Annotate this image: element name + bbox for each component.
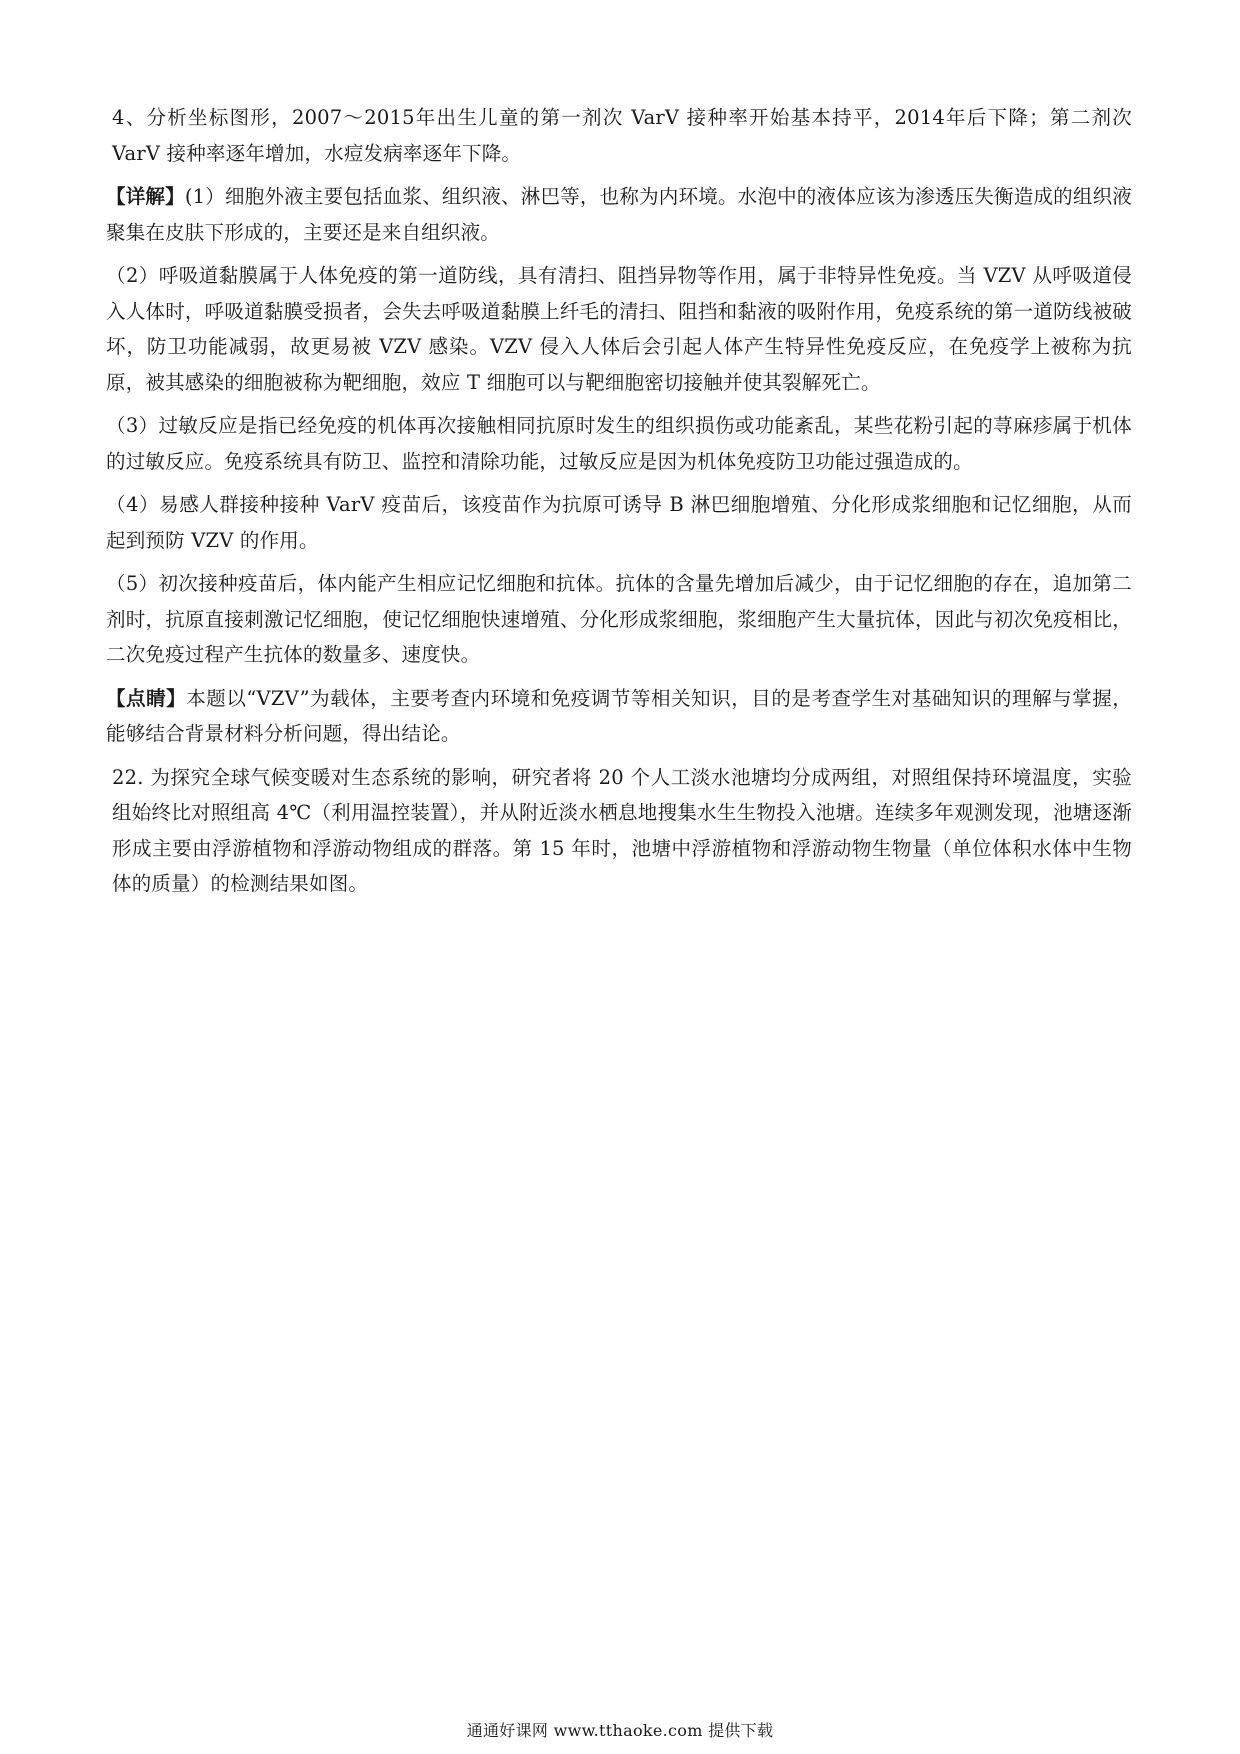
question-22 (112, 760, 1132, 902)
paragraph-text: （3）过敏反应是指已经免疫的机体再次接触相同抗原时发生的组织损伤或功能紊乱，某些花粉引起的荨麻疹属于机体的过敏反应。免疫系统具有防卫、监控和清除功能，过敏反应是因为机体免疫防卫功能过强造成的。 (106, 414, 1132, 473)
analysis-point-4 (112, 100, 1132, 171)
detail-answer-1 (106, 179, 1132, 250)
comment-paragraph (106, 681, 1132, 752)
paragraph-text: 4、分析坐标图形，2007～2015年出生儿童的第一剂次 VarV 接种率开始基本持平，2014年后下降；第二剂次 VarV 接种率逐年增加，水痘发病率逐年下降。 (112, 106, 1132, 165)
paragraph-text: 22. 为探究全球气候变暖对生态系统的影响，研究者将 20 个人工淡水池塘均分成两组，对照组保持环境温度，实验组始终比对照组高 4℃（利用温控装置），并从附近淡水栖息地搜集水生生物投入池塘。连续多年观测发现，池塘逐渐形成主要由浮游植物和浮游动物组成的群落。第 15 年时，池塘中浮游植物和浮游动物生物量（单位体积水体中生物体的质量）的检测结果如图。 (112, 765, 1132, 895)
detail-answer-3 (106, 408, 1132, 479)
detail-answer-4 (106, 487, 1132, 558)
comment-tag: 【点睛】 (106, 686, 187, 710)
paragraph-text: (1）细胞外液主要包括血浆、组织液、淋巴等，也称为内环境。水泡中的液体应该为渗透压失衡造成的组织液聚集在皮肤下形成的，主要还是来自组织液。 (106, 185, 1132, 244)
paragraph-text: 本题以“VZV”为载体，主要考查内环境和免疫调节等相关知识，目的是考查学生对基础知识的理解与掌握，能够结合背景材料分析问题，得出结论。 (106, 686, 1132, 745)
paragraph-text: （5）初次接种疫苗后，体内能产生相应记忆细胞和抗体。抗体的含量先增加后减少，由于记忆细胞的存在，追加第二剂时，抗原直接刺激记忆细胞，使记忆细胞快速增殖、分化形成浆细胞，浆细胞产生大量抗体，因此与初次免疫相比，二次免疫过程产生抗体的数量多、速度快。 (106, 572, 1132, 666)
paragraph-text: （4）易感人群接种接种 VarV 疫苗后，该疫苗作为抗原可诱导 B 淋巴细胞增殖、分化形成浆细胞和记忆细胞，从而起到预防 VZV 的作用。 (106, 493, 1132, 552)
paragraph-text: （2）呼吸道黏膜属于人体免疫的第一道防线，具有清扫、阻挡异物等作用，属于非特异性免疫。当 VZV 从呼吸道侵入人体时，呼吸道黏膜受损者，会失去呼吸道黏膜上纤毛的清扫、阻挡和黏液的吸附作用，免疫系统的第一道防线被破坏，防卫功能减弱，故更易被 VZV 感染。VZV 侵入人体后会引起人体产生特异性免疫反应，在免疫学上被称为抗原，被其感染的细胞被称为靶细胞，效应 T 细胞可以与靶细胞密切接触并使其裂解死亡。 (106, 264, 1132, 394)
footer-text: 通通好课网 www.tthaoke.com 提供下载 (466, 1721, 774, 1740)
page-footer (0, 1721, 1240, 1741)
detail-answer-5 (106, 566, 1132, 673)
detail-answer-2 (106, 258, 1132, 400)
document-body (106, 100, 1132, 910)
detail-tag: 【详解】 (106, 185, 185, 208)
